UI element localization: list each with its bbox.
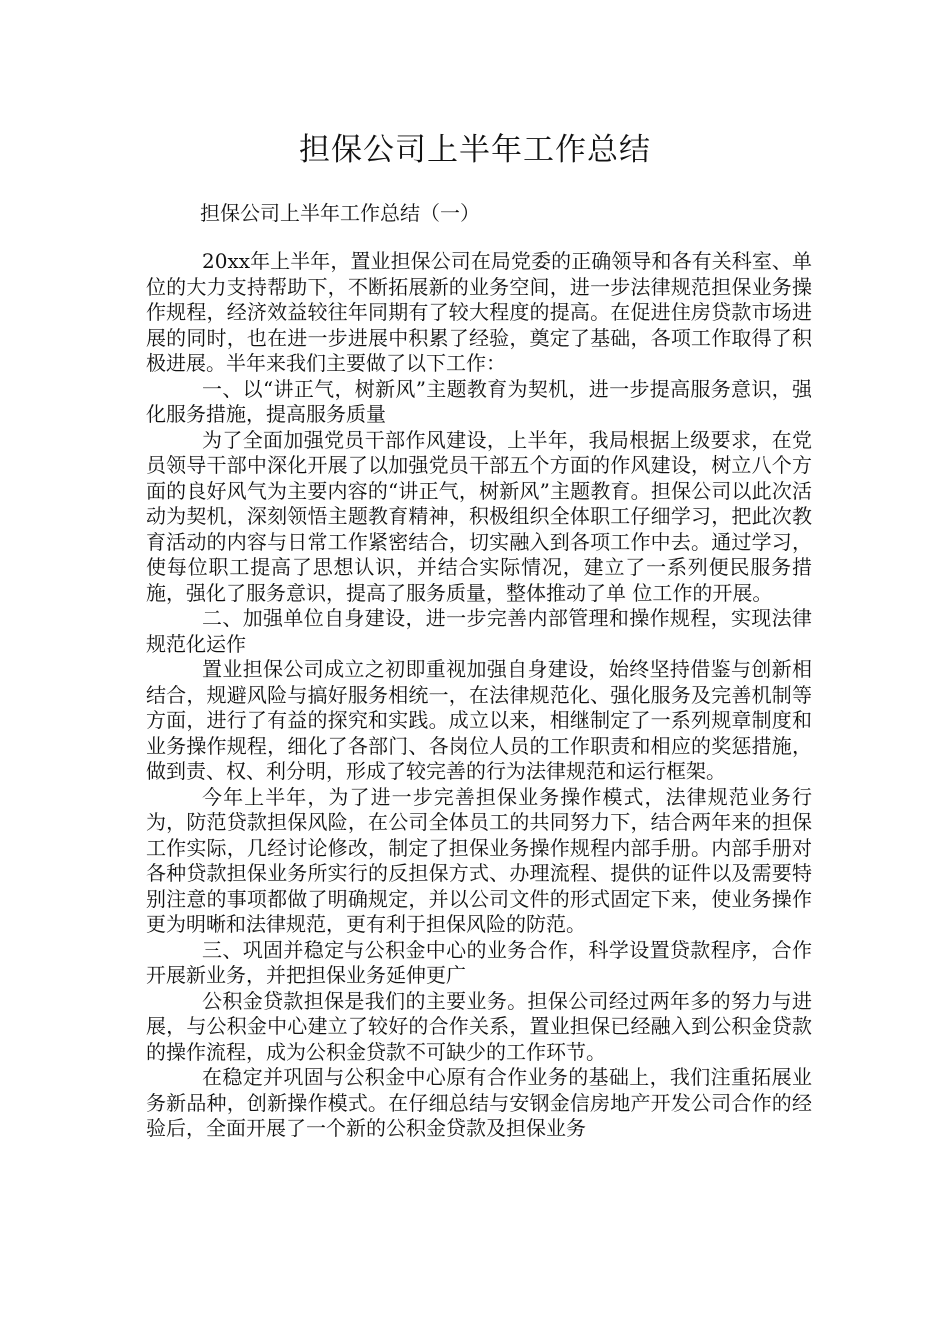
- paragraph: 为了全面加强党员干部作风建设，上半年，我局根据上级要求，在党员领导干部中深化开展了以加强党员干部五个方面的作风建设，树立八个方面的良好风气为主要内容的“讲正气，树新风”主题教育。担保公司以此次活动为契机，深刻领悟主题教育精神，积极组织全体职工仔细学习，把此次教育活动的内容与日常工作紧密结合，切实融入到各项工作中去。通过学习，使每位职工提高了思想认识，并结合实际情况，建立了一系列便民服务措施，强化了服务意识，提高了服务质量，整体推动了单 位工作的开展。: [146, 427, 812, 605]
- paragraph: 在稳定并巩固与公积金中心原有合作业务的基础上，我们注重拓展业务新品种，创新操作模式。在仔细总结与安钢金信房地产开发公司合作的经验后，全面开展了一个新的公积金贷款及担保业务: [146, 1065, 812, 1140]
- document-title: 担保公司上半年工作总结: [299, 132, 651, 168]
- paragraph-intro: 20xx年上半年，置业担保公司在局党委的正确领导和各有关科室、单位的大力支持帮助下，不断拓展新的业务空间，进一步法律规范担保业务操作规程，经济效益较往年同期有了较大程度的提高。在促进住房贷款市场进展的同时，也在进一步进展中积累了经验，奠定了基础，各项工作取得了积极进展。半年来我们主要做了以下工作：: [146, 249, 812, 375]
- paragraph: 今年上半年，为了进一步完善担保业务操作模式，法律规范业务行为，防范贷款担保风险，在公司全体员工的共同努力下，结合两年来的担保工作实际，几经讨论修改，制定了担保业务操作规程内部手册。内部手册对各种贷款担保业务所实行的反担保方式、办理流程、提供的证件以及需要特别注意的事项都做了明确规定，并以公司文件的形式固定下来，使业务操作更为明晰和法律规范，更有利于担保风险的防范。: [146, 784, 812, 936]
- document-body: [146, 249, 812, 1142]
- section-heading-1: 一、以“讲正气，树新风”主题教育为契机，进一步提高服务意识，强化服务措施，提高服务质量: [146, 376, 812, 426]
- document-subtitle: 担保公司上半年工作总结（一）: [200, 201, 480, 225]
- section-heading-2: 二、加强单位自身建设，进一步完善内部管理和操作规程，实现法律规范化运作: [146, 606, 812, 656]
- paragraph: 置业担保公司成立之初即重视加强自身建设，始终坚持借鉴与创新相结合，规避风险与搞好服务相统一，在法律规范化、强化服务及完善机制等方面，进行了有益的探究和实践。成立以来，相继制定了一系列规章制度和业务操作规程，细化了各部门、各岗位人员的工作职责和相应的奖惩措施，做到责、权、利分明，形成了较完善的行为法律规范和运行框架。: [146, 657, 812, 783]
- paragraph: 公积金贷款担保是我们的主要业务。担保公司经过两年多的努力与进展，与公积金中心建立了较好的合作关系，置业担保已经融入到公积金贷款的操作流程，成为公积金贷款不可缺少的工作环节。: [146, 988, 812, 1064]
- section-heading-3: 三、巩固并稳定与公积金中心的业务合作，科学设置贷款程序，合作开展新业务，并把担保业务延伸更广: [146, 937, 812, 987]
